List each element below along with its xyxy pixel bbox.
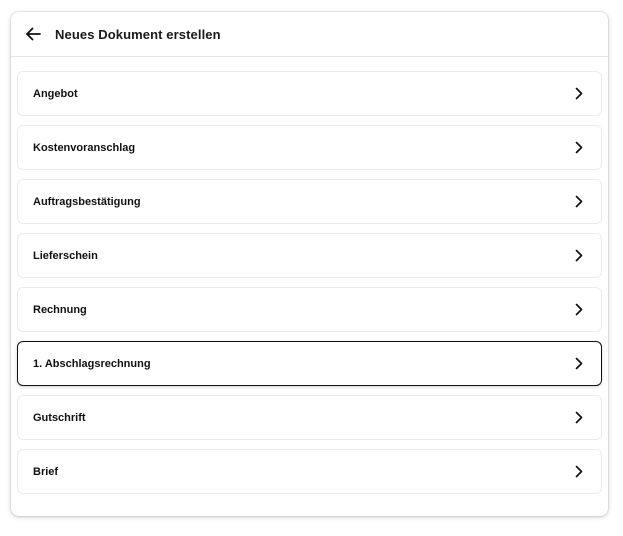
list-item-label: Rechnung	[33, 303, 87, 316]
dialog-header	[11, 12, 608, 57]
chevron-right-icon	[573, 411, 585, 425]
chevron-right-icon	[573, 303, 585, 317]
chevron-right-icon	[573, 141, 585, 155]
back-button[interactable]	[23, 24, 43, 44]
document-type-rechnung[interactable]	[17, 287, 602, 332]
chevron-right-icon	[573, 357, 585, 371]
document-type-kostenvoranschlag[interactable]	[17, 125, 602, 170]
page-title: Neues Dokument erstellen	[55, 26, 221, 42]
document-type-angebot[interactable]	[17, 71, 602, 116]
arrow-left-icon	[25, 27, 41, 41]
chevron-right-icon	[573, 195, 585, 209]
list-item-label: Kostenvoranschlag	[33, 141, 136, 154]
chevron-right-icon	[573, 249, 585, 263]
list-item-label: Gutschrift	[33, 411, 86, 424]
document-type-auftragsbestaetigung[interactable]	[17, 179, 602, 224]
chevron-right-icon	[573, 87, 585, 101]
list-item-label: Brief	[33, 465, 59, 478]
list-item-label: Angebot	[33, 87, 78, 100]
document-type-lieferschein[interactable]	[17, 233, 602, 278]
create-document-dialog	[11, 12, 608, 516]
document-type-brief[interactable]	[17, 449, 602, 494]
list-item-label: Auftragsbestätigung	[33, 195, 141, 208]
document-type-gutschrift[interactable]	[17, 395, 602, 440]
list-item-label: 1. Abschlagsrechnung	[33, 357, 151, 370]
chevron-right-icon	[573, 465, 585, 479]
document-type-abschlagsrechnung[interactable]	[17, 341, 602, 386]
list-item-label: Lieferschein	[33, 249, 98, 262]
